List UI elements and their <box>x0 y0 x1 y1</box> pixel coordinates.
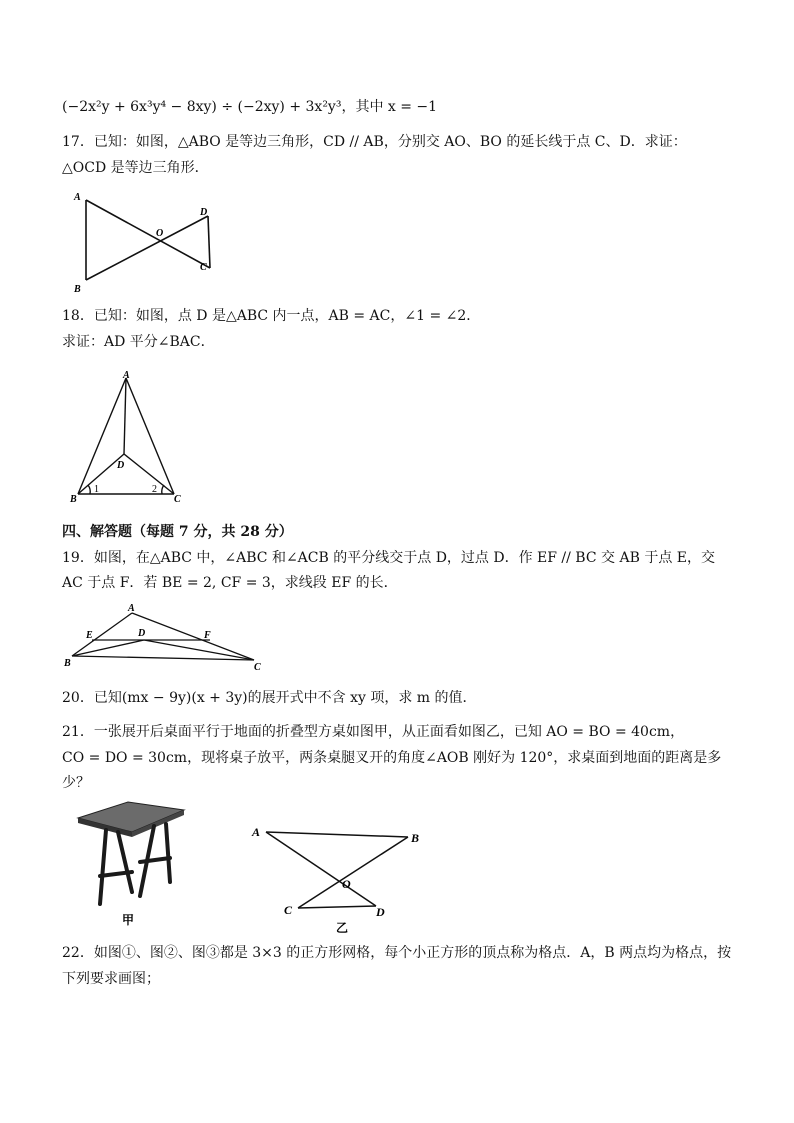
q17-label-o: O <box>156 228 164 239</box>
q21-label-c: C <box>284 903 293 917</box>
q18-figure <box>66 366 196 506</box>
q21-figure-yi <box>248 818 438 938</box>
q17-label-c: C <box>200 262 207 273</box>
q18-label-angle1: 1 <box>94 484 99 495</box>
q18-label-c: C <box>174 494 181 505</box>
q19-figure <box>62 600 272 672</box>
q18-label-b: B <box>70 494 77 505</box>
q19-label-f: F <box>204 630 211 641</box>
q17-line2: △OCD 是等边三角形． <box>62 160 209 176</box>
q18-line1: 18．已知：如图，点 D 是△ABC 内一点，AB = AC，∠1 = ∠2． <box>62 308 481 324</box>
q18-label-angle2: 2 <box>152 484 157 495</box>
q17-figure <box>70 188 230 298</box>
q21-line3: 少？ <box>62 775 90 791</box>
q19-line1: 19．如图，在△ABC 中，∠ABC 和∠ACB 的平分线交于点 D，过点 D．作 EF // BC 交 AB 于点 E，交 <box>62 550 715 566</box>
q18-label-a: A <box>123 370 130 381</box>
q19-label-b: B <box>64 658 71 669</box>
q21-line2: CO = DO = 30cm，现将桌子放平，两条桌腿叉开的角度∠AOB 刚好为 120°，求桌面到地面的距离是多 <box>62 750 722 766</box>
q21-caption-yi: 乙 <box>336 921 349 935</box>
q22-line2: 下列要求画图； <box>62 971 160 987</box>
q20-text: 20．已知(mx − 9y)(x + 3y)的展开式中不含 xy 项，求 m 的值． <box>62 690 477 706</box>
q19-label-a: A <box>128 603 135 614</box>
q21-label-b: B <box>411 831 420 845</box>
q19-label-e: E <box>86 630 93 641</box>
q21-caption-jia: 甲 <box>122 913 135 927</box>
q17-label-b: B <box>74 284 81 295</box>
q21-figure-jia <box>70 796 190 936</box>
q17-label-d: D <box>200 207 208 218</box>
q18-line2: 求证：AD 平分∠BAC． <box>62 334 215 350</box>
q22-line1: 22．如图①、图②、图③都是 3×3 的正方形网格，每个小正方形的顶点称为格点．A，B 两点均为格点，按 <box>62 945 732 961</box>
q19-label-c: C <box>254 662 261 672</box>
q21-line1: 21．一张展开后桌面平行于地面的折叠型方桌如图甲，从正面看如图乙，已知 AO = BO = 40cm， <box>62 724 685 740</box>
q21-label-a: A <box>252 825 261 839</box>
q17-line1: 17．已知：如图，△ABO 是等边三角形，CD // AB，分别交 AO、BO 的延长线于点 C、D．求证： <box>62 134 687 150</box>
q21-label-d: D <box>376 905 385 919</box>
q18-label-d: D <box>117 460 125 471</box>
expression-16: (−2x²y + 6x³y⁴ − 8xy) ÷ (−2xy) + 3x²y³，其中 x = −1 <box>62 99 438 115</box>
q21-label-o: O <box>342 877 351 891</box>
q19-line2: AC 于点 F．若 BE = 2, CF = 3，求线段 EF 的长． <box>62 575 398 591</box>
q17-label-a: A <box>74 192 81 203</box>
section-4-title: 四、解答题（每题 7 分，共 28 分） <box>62 524 293 540</box>
q19-label-d: D <box>138 628 146 639</box>
